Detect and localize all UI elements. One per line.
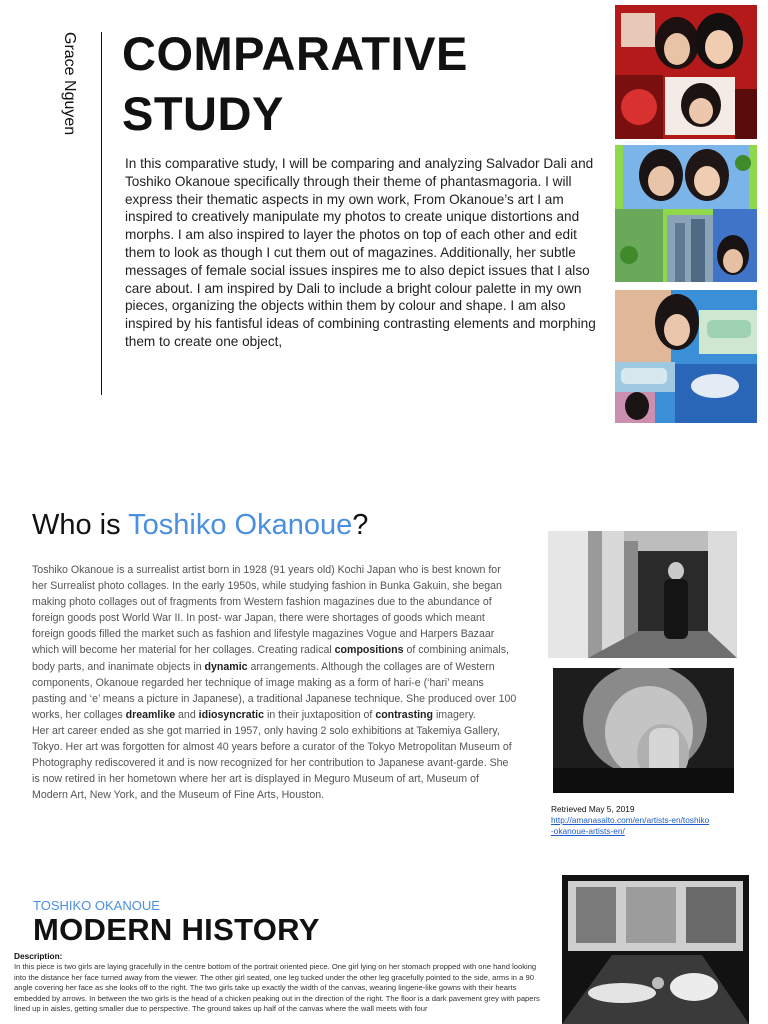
section-heading-who: [32, 509, 368, 542]
who-suffix: ?: [352, 509, 369, 541]
bio-text-run: imagery.: [433, 708, 476, 721]
artist-photo-hallway: [548, 531, 737, 658]
bio-text-run: of combining animals, body parts, and inanimate objects in: [32, 644, 509, 673]
description-label: Description:: [14, 951, 63, 961]
biography-paragraph-2: Her art career ended as she got married in 1957, only having 2 solo exhibitions at Takemiya Gallery, Tokyo. Her art was forgotten for almost 40 years before a curator of the Tokyo Metropolitan Museum of Photography rediscovered it and is now recognized for her contribution to Japanese avant-garde. She is now retired in her hometown where her art is displayed in Meguro Museum of art, Museum of Modern Art, New York, and the Museum of Fine Arts, Houston.: [32, 724, 512, 802]
who-artist-name: Toshiko Okanoue: [128, 509, 353, 541]
author-text: Grace Nguyen: [61, 32, 78, 136]
bio-text-run: arrangements. Although the collages are of Western components, Okanoue regarded her technique of image making as a form of hari-e (‘hari’ means pasting and ‘e’ means a picture in Japanese), a traditional Japanese technique. She produced over 100 works, her collages: [32, 660, 517, 721]
source-link-line-2: -okanoue-artists-en/: [551, 826, 625, 836]
intro-paragraph: In this comparative study, I will be comparing and analyzing Salvador Dali and Toshiko Okanoue specifically through their theme of phantasmagoria. I will express their thematic aspects in my own work, From Okanoue’s art I am inspired to creatively manipulate my photos to create unique distortions and morphs. I am also inspired to layer the photos on top of each other and edit them to look as though I cut them out of magazines. Additionally, her subtle messages of female social issues inspires me to also depict issues that I also care about. I am inspired by Dali to include a bright colour palette in my own pieces, organizing the objects within them by colour and shape. I am also inspired by his fantisful ideas of combining contrasting elements and morphing them to create one object,: [125, 156, 596, 349]
author-name: [52, 32, 88, 162]
bio-emphasis: idiosyncratic: [198, 708, 265, 721]
collage-image-red: [615, 5, 757, 139]
biography-paragraph-1: [32, 562, 517, 723]
collage-image-green: [615, 145, 757, 282]
bio-text-run: in their juxtaposition of: [264, 708, 376, 721]
artwork-artist-label: TOSHIKO OKANOUE: [33, 898, 160, 913]
title-line-1: COMPARATIVE: [122, 27, 468, 80]
citation: [551, 804, 741, 837]
retrieved-date: Retrieved May 5, 2019: [551, 804, 635, 814]
artwork-title: MODERN HISTORY: [33, 912, 320, 947]
who-prefix: Who is: [32, 509, 129, 541]
bio-emphasis: dynamic: [204, 660, 248, 673]
bio-emphasis: contrasting: [375, 708, 433, 721]
artwork-description: In this piece is two girls are laying gracefully in the centre bottom of the portrait oriented piece. One girl lying on her stomach propped with one hand looking into the distance her face turned away from the viewer. The other girl seated, one leg tucked under the other leg gracefully pointed to the side, arms in a 90 angle covering her face as she looks off to the right. The two girls take up exactly the width of the canvas, wearing lingerie-like gowns with their hearts embedded by arrows. In between the two girls is the head of a chicken peaking out in the direction of the right. The floor is a dark pavement grey with papers lined up in aisles, getting smaller due to perspective. The ground takes up half of the canvas where the wall meets with four: [14, 962, 540, 1014]
artist-photo-portrait: [553, 668, 734, 793]
divider-line: [101, 32, 102, 395]
page-title: [122, 24, 542, 144]
source-link-line-1: http://amanasalto.com/en/artists-en/toshiko: [551, 815, 710, 825]
source-link[interactable]: [551, 815, 741, 837]
artwork-image-modern-history: [562, 875, 749, 1024]
bio-text-run: and: [175, 708, 199, 721]
artist-biography: [32, 562, 517, 803]
bio-emphasis: compositions: [334, 644, 404, 657]
bio-emphasis: dreamlike: [125, 708, 176, 721]
title-line-2: STUDY: [122, 87, 284, 140]
collage-image-blue: [615, 290, 757, 423]
bio-text-run: Toshiko Okanoue is a surrealist artist born in 1928 (91 years old) Kochi Japan who is best known for her Surrealist photo collages. In the early 1950s, while studying fashion in Bunka Gakuin, she began making photo collages out of fragments from Western fashion magazines due to the abundance of foreign goods post World War II. In post- war Japan, there were shortages of goods which meant foreign goods filled the market such as fashion and lifestyle magazines Vogue and Harpers Bazaar which will become her material for her collages. Creating radical: [32, 564, 502, 657]
